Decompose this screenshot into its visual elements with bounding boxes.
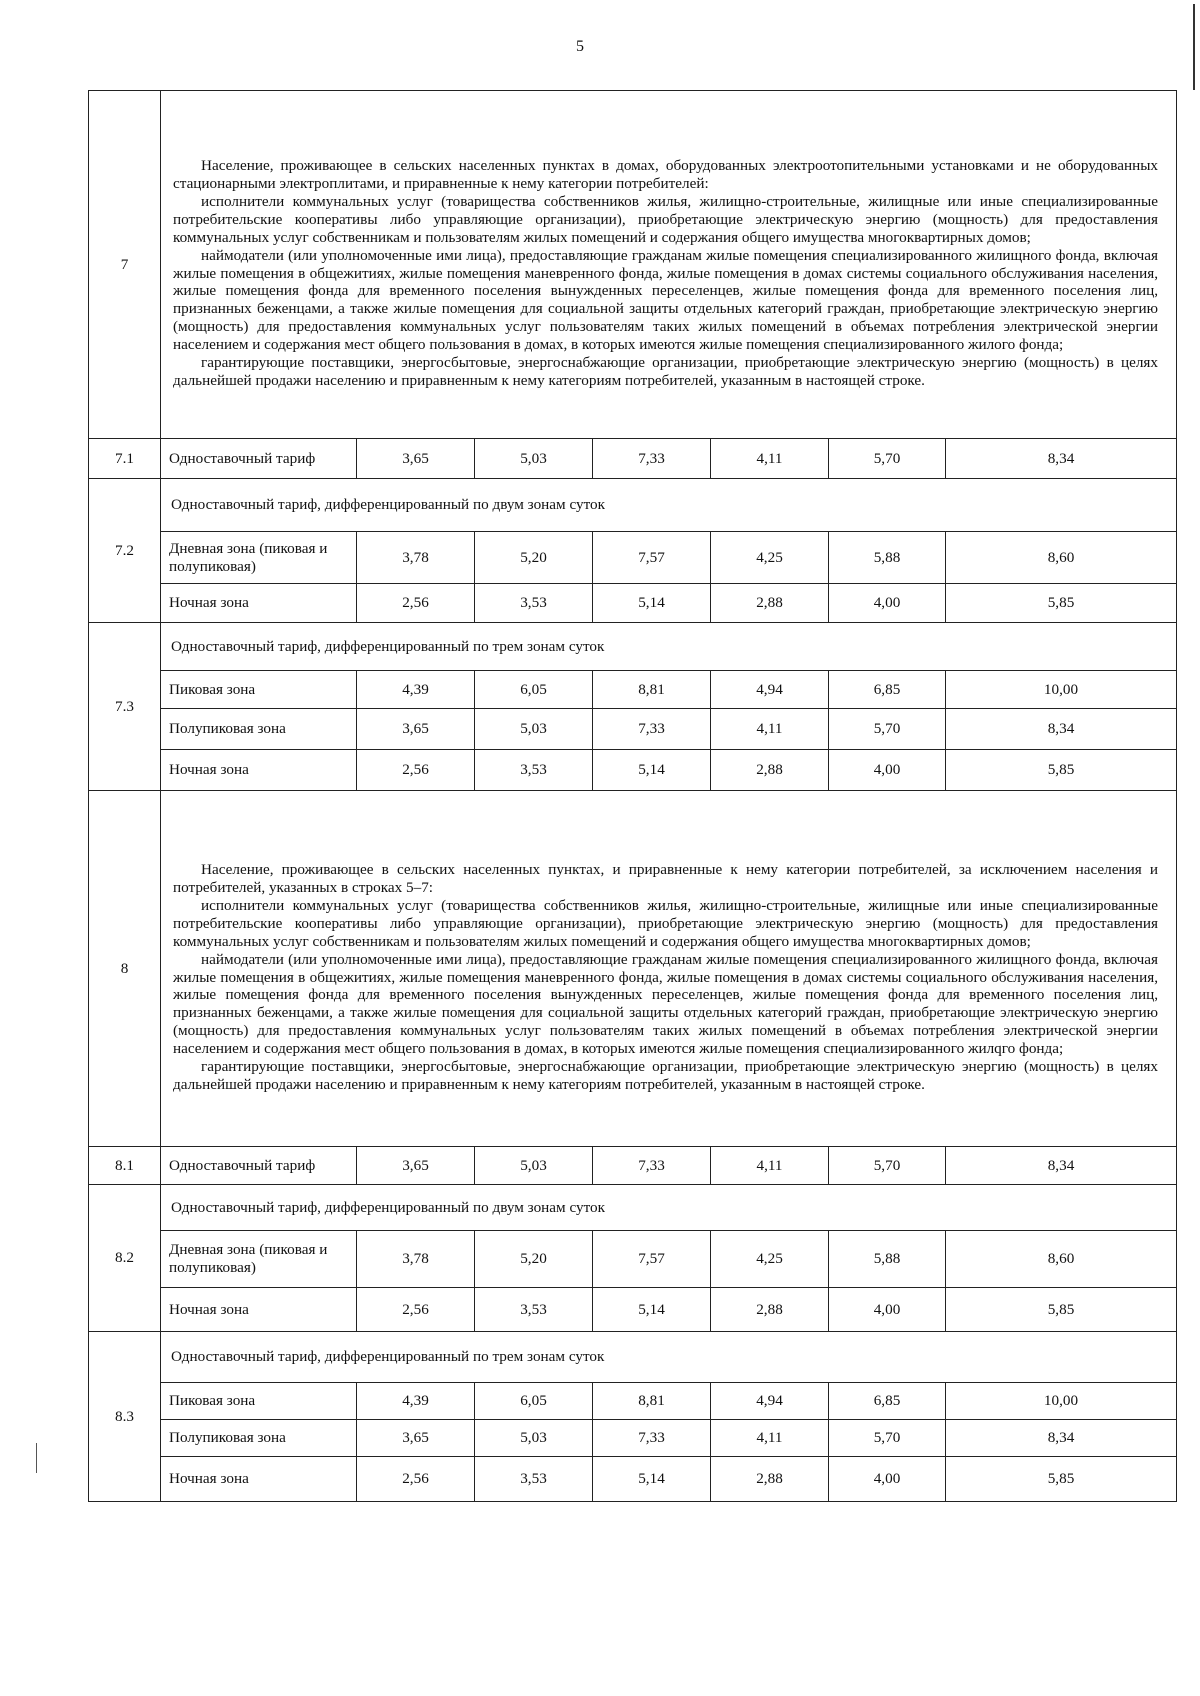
tariff-row: [89, 439, 1177, 479]
tariff-value: 4,39: [357, 1383, 475, 1420]
tariff-value: 5,03: [475, 1147, 593, 1185]
description-paragraph: исполнители коммунальных услуг (товарищества собственников жилья, жилищно-строительные, жилищные или иные специализированные потребительские кооперативы либо управляющие организации), приобретающие электрическую энергию (мощность) для предоставления коммунальных услуг собственникам и пользователям жилых помещений и содержания общего имущества многоквартирных домов;: [173, 896, 1158, 950]
zone-header: Одноставочный тариф, дифференцированный по трем зонам суток: [161, 623, 1177, 671]
tariff-value: 5,70: [829, 1420, 946, 1457]
tariff-value: 5,03: [475, 439, 593, 479]
tariff-value: 3,65: [357, 1420, 475, 1457]
tariff-value: 2,88: [711, 1288, 829, 1332]
row-number: 8.1: [89, 1147, 161, 1185]
tariff-value: 3,65: [357, 1147, 475, 1185]
tariff-value: 7,33: [593, 439, 711, 479]
tariff-row: [89, 671, 1177, 709]
category-description: [161, 91, 1177, 439]
tariff-row: [89, 1231, 1177, 1288]
row-number: 7.3: [89, 623, 161, 791]
tariff-value: 5,20: [475, 1231, 593, 1288]
tariff-value: 8,34: [946, 439, 1177, 479]
zone-header-row: [89, 1332, 1177, 1383]
tariff-label: Ночная зона: [161, 1288, 357, 1332]
tariff-label: Ночная зона: [161, 584, 357, 623]
tariff-value: 7,57: [593, 1231, 711, 1288]
tariff-value: 5,70: [829, 709, 946, 750]
tariff-value: 4,94: [711, 1383, 829, 1420]
tariff-value: 4,39: [357, 671, 475, 709]
tariff-value: 5,85: [946, 750, 1177, 791]
zone-header-row: [89, 1185, 1177, 1231]
tariff-value: 5,03: [475, 1420, 593, 1457]
tariff-label: Пиковая зона: [161, 1383, 357, 1420]
tariff-value: 10,00: [946, 671, 1177, 709]
tariff-value: 5,85: [946, 1288, 1177, 1332]
tariff-value: 5,03: [475, 709, 593, 750]
tariff-value: 5,14: [593, 1288, 711, 1332]
tariff-row: [89, 750, 1177, 791]
row-number: 7.1: [89, 439, 161, 479]
tariff-value: 7,33: [593, 1147, 711, 1185]
tariff-value: 8,81: [593, 671, 711, 709]
tariff-value: 5,14: [593, 1457, 711, 1502]
tariff-label: Дневная зона (пиковая и полупиковая): [161, 1231, 357, 1288]
tariff-value: 5,70: [829, 1147, 946, 1185]
tariff-value: 7,33: [593, 709, 711, 750]
tariff-value: 5,20: [475, 532, 593, 584]
tariff-value: 3,53: [475, 750, 593, 791]
description-paragraph: Население, проживающее в сельских населенных пунктах в домах, оборудованных электроотопительными установками и не оборудованных стационарными электроплитами, и приравненные к нему категории потребителей:: [173, 156, 1158, 192]
tariff-value: 5,14: [593, 750, 711, 791]
tariff-value: 2,56: [357, 750, 475, 791]
tariff-value: 4,11: [711, 439, 829, 479]
tariff-value: 8,60: [946, 532, 1177, 584]
zone-header: Одноставочный тариф, дифференцированный по двум зонам суток: [161, 1185, 1177, 1231]
tariff-value: 5,85: [946, 1457, 1177, 1502]
zone-header: Одноставочный тариф, дифференцированный по двум зонам суток: [161, 479, 1177, 532]
tariff-row: [89, 1420, 1177, 1457]
row-number: 7: [89, 91, 161, 439]
tariff-value: 2,56: [357, 1457, 475, 1502]
tariff-value: 3,78: [357, 1231, 475, 1288]
tariff-value: 2,88: [711, 584, 829, 623]
description-paragraph: гарантирующие поставщики, энергосбытовые, энергоснабжающие организации, приобретающие электрическую энергию (мощность) в целях дальнейшей продажи населению и приравненным к нему категориям потребителей, указанным в настоящей строке.: [173, 1058, 1158, 1094]
zone-header-row: [89, 479, 1177, 532]
scan-edge-line: [1193, 4, 1195, 90]
tariff-row: [89, 1147, 1177, 1185]
tariff-value: 5,88: [829, 1231, 946, 1288]
description-paragraph: гарантирующие поставщики, энергосбытовые, энергоснабжающие организации, приобретающие электрическую энергию (мощность) в целях дальнейшей продажи населению и приравненным к нему категориям потребителей, указанным в настоящей строке.: [173, 354, 1158, 390]
tariff-row: [89, 1457, 1177, 1502]
tariff-label: Пиковая зона: [161, 671, 357, 709]
tariff-row: [89, 532, 1177, 584]
tariff-row: [89, 709, 1177, 750]
tariff-value: 8,34: [946, 1420, 1177, 1457]
tariff-value: 7,33: [593, 1420, 711, 1457]
tariff-value: 4,00: [829, 750, 946, 791]
tariff-value: 4,11: [711, 1420, 829, 1457]
tariff-value: 4,25: [711, 532, 829, 584]
section-7-description-row: [89, 91, 1177, 439]
row-number: 8.2: [89, 1185, 161, 1332]
tariff-value: 2,88: [711, 750, 829, 791]
tariff-value: 4,00: [829, 1457, 946, 1502]
tariff-label: Дневная зона (пиковая и полупиковая): [161, 532, 357, 584]
tariff-value: 6,85: [829, 1383, 946, 1420]
tariff-table-wrapper: [88, 90, 1176, 1502]
description-paragraph: Население, проживающее в сельских населенных пунктах, и приравненные к нему категории потребителей, за исключением населения и потребителей, указанных в строках 5–7:: [173, 860, 1158, 896]
description-paragraph: исполнители коммунальных услуг (товарищества собственников жилья, жилищно-строительные, жилищные или иные специализированные потребительские кооперативы либо управляющие организации), приобретающие электрическую энергию (мощность) для предоставления коммунальных услуг собственникам и пользователям жилых помещений и содержания общего имущества многоквартирных домов;: [173, 192, 1158, 246]
tariff-label: Одноставочный тариф: [161, 439, 357, 479]
tariff-value: 8,60: [946, 1231, 1177, 1288]
tariff-value: 4,94: [711, 671, 829, 709]
row-number: 8.3: [89, 1332, 161, 1502]
tariff-value: 7,57: [593, 532, 711, 584]
tariff-value: 4,11: [711, 1147, 829, 1185]
tariff-value: 3,65: [357, 439, 475, 479]
tariff-value: 10,00: [946, 1383, 1177, 1420]
zone-header-row: [89, 623, 1177, 671]
tariff-value: 2,56: [357, 584, 475, 623]
tariff-value: 4,25: [711, 1231, 829, 1288]
tariff-label: Одноставочный тариф: [161, 1147, 357, 1185]
tariff-value: 6,05: [475, 1383, 593, 1420]
tariff-value: 4,00: [829, 1288, 946, 1332]
tariff-value: 3,53: [475, 1457, 593, 1502]
row-number: 8: [89, 791, 161, 1147]
tariff-label: Полупиковая зона: [161, 1420, 357, 1457]
tariff-table: [88, 90, 1177, 1502]
scan-margin-mark: [36, 1443, 37, 1473]
tariff-value: 6,05: [475, 671, 593, 709]
description-paragraph: наймодатели (или уполномоченные ими лица), предоставляющие гражданам жилые помещения специализированного жилищного фонда, включая жилые помещения в общежитиях, жилые помещения маневренного фонда, жилые помещения в домах системы социального обслуживания населения, жилые помещения фонда для временного поселения вынужденных переселенцев, жилые помещения фонда для временного поселения лиц, признанных беженцами, а также жилые помещения для социальной защиты отдельных категорий граждан, приобретающие электрическую энергию (мощность) для предоставления коммунальных услуг пользователям таких жилых помещений в объемах потребления электрической энергии населением и содержания мест общего пользования в домах, в которых имеются жилые помещения специализированного жилого фонда;: [173, 246, 1158, 354]
category-description: [161, 791, 1177, 1147]
section-8-description-row: [89, 791, 1177, 1147]
tariff-value: 8,34: [946, 709, 1177, 750]
tariff-value: 2,56: [357, 1288, 475, 1332]
tariff-label: Ночная зона: [161, 1457, 357, 1502]
tariff-value: 5,14: [593, 584, 711, 623]
tariff-value: 3,78: [357, 532, 475, 584]
tariff-row: [89, 1383, 1177, 1420]
tariff-value: 8,81: [593, 1383, 711, 1420]
row-number: 7.2: [89, 479, 161, 623]
tariff-value: 5,85: [946, 584, 1177, 623]
tariff-value: 2,88: [711, 1457, 829, 1502]
tariff-value: 5,88: [829, 532, 946, 584]
tariff-value: 3,53: [475, 584, 593, 623]
tariff-value: 5,70: [829, 439, 946, 479]
tariff-value: 3,65: [357, 709, 475, 750]
tariff-value: 8,34: [946, 1147, 1177, 1185]
tariff-row: [89, 584, 1177, 623]
tariff-value: 4,00: [829, 584, 946, 623]
tariff-value: 4,11: [711, 709, 829, 750]
zone-header: Одноставочный тариф, дифференцированный по трем зонам суток: [161, 1332, 1177, 1383]
tariff-value: 6,85: [829, 671, 946, 709]
description-paragraph: наймодатели (или уполномоченные ими лица), предоставляющие гражданам жилые помещения специализированного жилищного фонда, включая жилые помещения в общежитиях, жилые помещения маневренного фонда, жилые помещения в домах системы социального обслуживания населения, жилые помещения фонда для временного поселения вынужденных переселенцев, жилые помещения фонда для временного поселения лиц, признанных беженцами, а также жилые помещения для социальной защиты отдельных категорий граждан, приобретающие электрическую энергию (мощность) для предоставления коммунальных услуг пользователям таких жилых помещений в объемах потребления электрической энергии населением и содержания мест общего пользования в домах, в которых имеются жилые помещения специализированного жилqго фонда;: [173, 950, 1158, 1058]
tariff-row: [89, 1288, 1177, 1332]
tariff-value: 3,53: [475, 1288, 593, 1332]
page-number: 5: [576, 38, 584, 55]
tariff-label: Полупиковая зона: [161, 709, 357, 750]
tariff-label: Ночная зона: [161, 750, 357, 791]
